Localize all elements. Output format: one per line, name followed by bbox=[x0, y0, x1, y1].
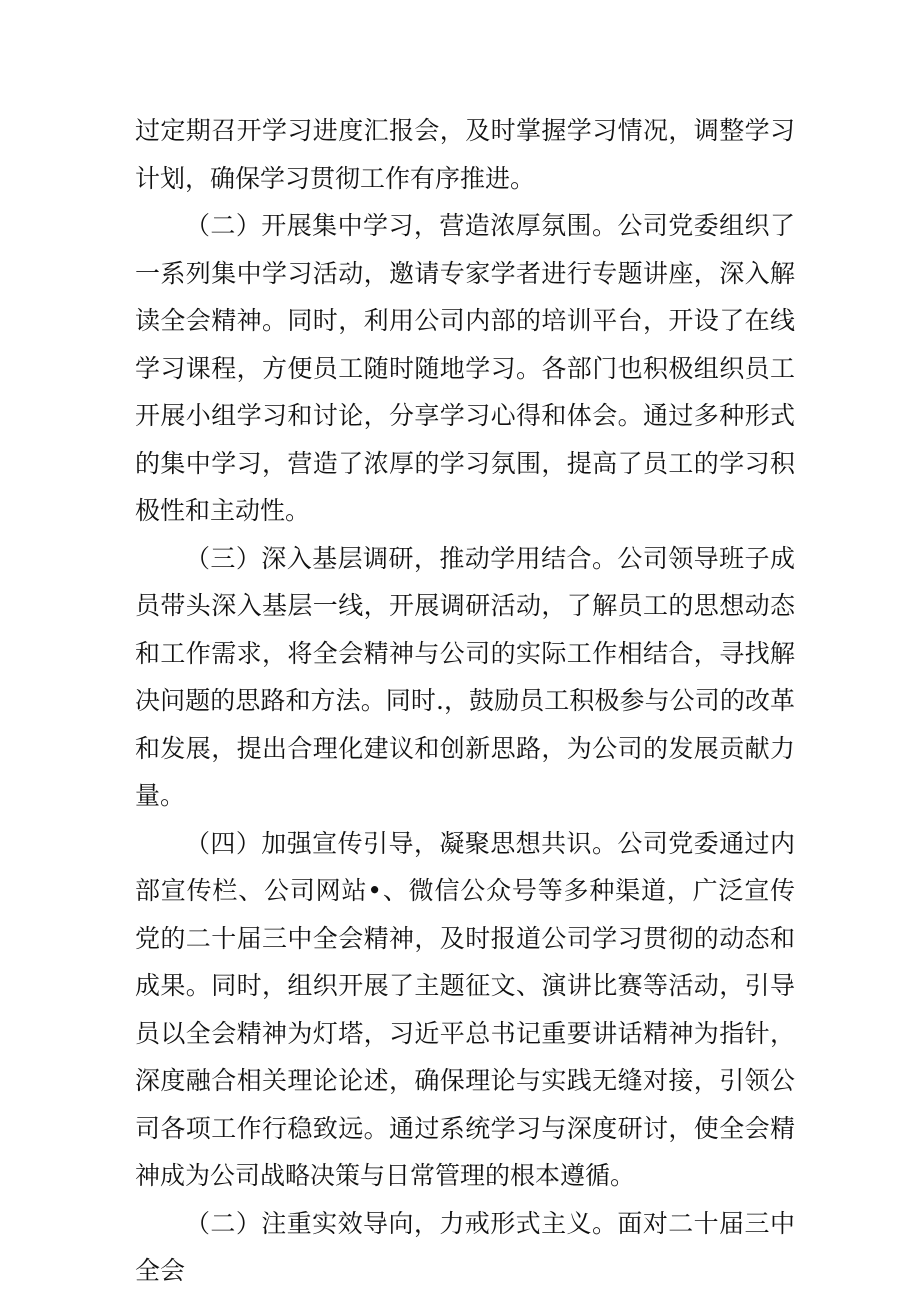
paragraph-publicity-guidance: （四）加强宣传引导，凝聚思想共识。公司党委通过内部宣传栏、公司网站•、微信公众号等多种渠道，广泛宣传党的二十届三中全会精神，及时报道公司学习贯彻的动态和成果。同时，组织开展了主题征文、演讲比赛等活动，引导员以全会精神为灯塔，习近平总书记重要讲话精神为指针，深度融合相关理论论述，确保理论与实践无缝对接，引领公司各项工作行稳致远。通过系统学习与深度研讨，使全会精神成为公司战略决策与日常管理的根本遵循。 bbox=[135, 828, 795, 1190]
paragraph-continuation: 过定期召开学习进度汇报会，及时掌握学习情况，调整学习计划，确保学习贯彻工作有序推进。 bbox=[135, 116, 795, 193]
paragraph-practical-results: （二）注重实效导向，力戒形式主义。面对二十届三中全会 bbox=[135, 1208, 795, 1285]
paragraph-grassroots-research: （三）深入基层调研，推动学用结合。公司领导班子成员带头深入基层一线，开展调研活动，了解员工的思想动态和工作需求，将全会精神与公司的实际工作相结合，寻找解决问题的思路和方法。同时.，鼓励员工积极参与公司的改革和发展，提出合理化建议和创新思路，为公司的发展贡献力量。 bbox=[135, 543, 795, 810]
paragraph-collective-study: （二）开展集中学习，营造浓厚氛围。公司党委组织了一系列集中学习活动，邀请专家学者进行专题讲座，深入解读全会精神。同时，利用公司内部的培训平台，开设了在线学习课程，方便员工随时随地学习。各部门也积极组织员工开展小组学习和讨论，分享学习心得和体会。通过多种形式的集中学习，营造了浓厚的学习氛围，提高了员工的学习积极性和主动性。 bbox=[135, 211, 795, 525]
document-body bbox=[135, 107, 795, 1295]
